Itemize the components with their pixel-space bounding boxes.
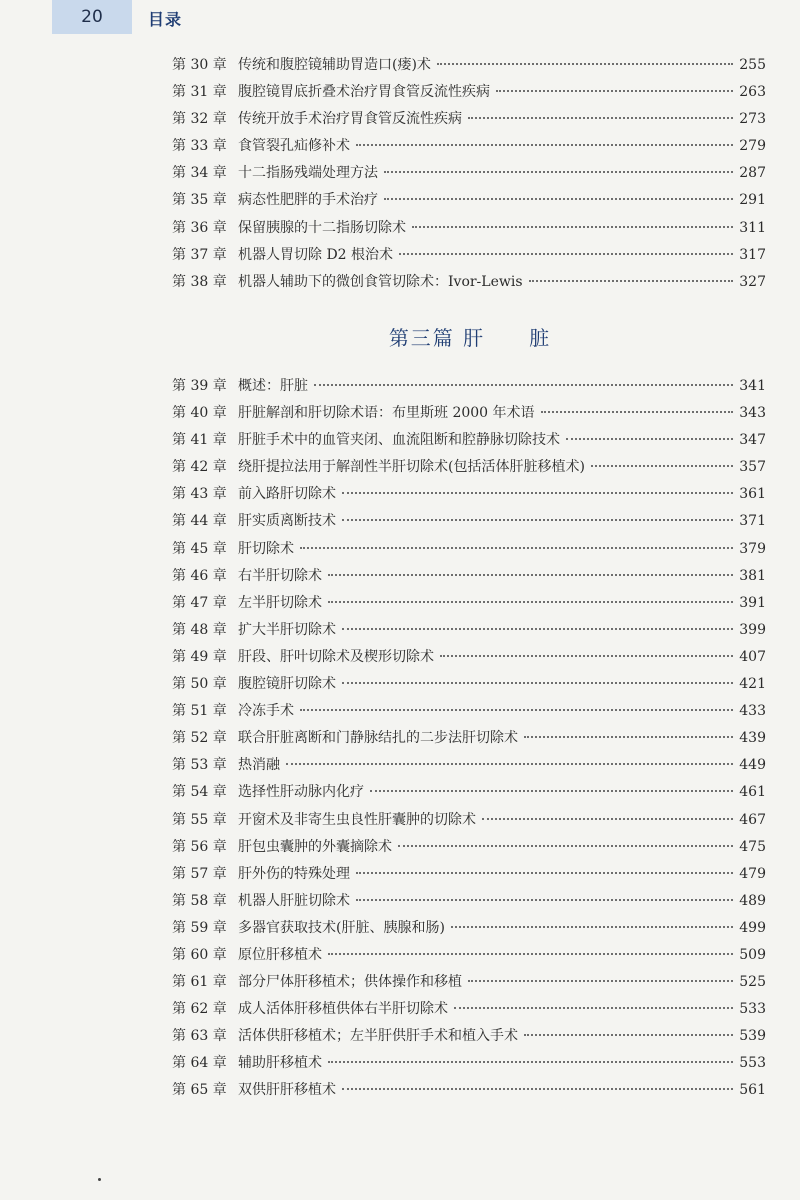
page-ref: 439 <box>739 730 766 747</box>
chapter-number: 第 61 章 <box>172 974 227 991</box>
toc-entry <box>172 779 766 806</box>
chapter-title: 传统开放手术治疗胃食管反流性疾病 <box>238 111 462 128</box>
chapter-number: 第 50 章 <box>172 676 227 693</box>
chapter-title: 绕肝提拉法用于解剖性半肝切除术(包括活体肝脏移植术) <box>238 459 585 476</box>
chapter-title: 机器人辅助下的微创食管切除术：Ivor-Lewis <box>238 273 523 290</box>
page-ref: 479 <box>739 865 766 882</box>
dot-leader <box>356 899 733 901</box>
page-ref: 525 <box>739 974 766 991</box>
dot-leader <box>300 547 733 549</box>
chapter-number: 第 53 章 <box>172 757 227 774</box>
toc-entry <box>172 536 766 563</box>
page-ref: 255 <box>739 57 766 73</box>
chapter-number: 第 33 章 <box>172 138 227 155</box>
chapter-title: 冷冻手术 <box>238 703 294 720</box>
dot-leader <box>529 280 734 282</box>
toc-entry <box>172 1077 766 1104</box>
chapter-title: 肝段、肝叶切除术及楔形切除术 <box>238 648 434 665</box>
chapter-title: 左半肝切除术 <box>238 594 322 611</box>
chapter-title: 机器人胃切除 D2 根治术 <box>238 246 394 263</box>
chapter-title: 腹腔镜肝切除术 <box>238 676 336 693</box>
dot-leader <box>398 845 733 847</box>
toc-entry <box>172 481 766 508</box>
toc-entry <box>172 508 766 535</box>
toc-entry <box>172 1050 766 1077</box>
chapter-title: 联合肝脏离断和门静脉结扎的二步法肝切除术 <box>238 730 518 747</box>
toc-entry <box>172 52 766 79</box>
page-ref: 341 <box>739 378 766 394</box>
dot-leader <box>399 253 733 255</box>
toc-entry <box>172 834 766 861</box>
toc-entry <box>172 996 766 1023</box>
toc-entry <box>172 969 766 996</box>
chapter-title: 多器官获取技术(肝脏、胰腺和肠) <box>238 919 445 936</box>
page-ref: 539 <box>739 1028 766 1045</box>
chapter-number: 第 36 章 <box>172 219 227 236</box>
chapter-number: 第 45 章 <box>172 540 227 557</box>
chapter-number: 第 49 章 <box>172 648 227 665</box>
chapter-number: 第 40 章 <box>172 405 227 422</box>
page-ref: 391 <box>739 594 766 611</box>
page-ref: 489 <box>739 892 766 909</box>
page-number: 20 <box>81 7 103 27</box>
toc-entry <box>172 160 766 187</box>
toc-entry <box>172 671 766 698</box>
toc-entry <box>172 269 766 296</box>
toc-entry <box>172 861 766 888</box>
toc-entry <box>172 454 766 481</box>
chapter-number: 第 59 章 <box>172 919 227 936</box>
toc-entry <box>172 79 766 106</box>
dot-leader <box>384 171 733 173</box>
toc-entry <box>172 617 766 644</box>
page-ref: 475 <box>739 838 766 855</box>
dot-leader <box>342 682 733 684</box>
chapter-number: 第 39 章 <box>172 378 227 394</box>
dot-leader <box>342 628 733 630</box>
dot-leader <box>451 926 733 928</box>
page-ref: 461 <box>739 784 766 801</box>
chapter-title: 病态性肥胖的手术治疗 <box>238 192 378 209</box>
dot-leader <box>356 872 733 874</box>
dot-leader <box>541 411 734 413</box>
toc-entry <box>172 373 766 400</box>
chapter-title: 肝包虫囊肿的外囊摘除术 <box>238 838 392 855</box>
dot-leader <box>591 465 733 467</box>
section-title: 目录 <box>148 10 183 29</box>
page-ref: 343 <box>739 405 766 422</box>
toc-entry <box>172 106 766 133</box>
toc-entry <box>172 563 766 590</box>
chapter-title: 食管裂孔疝修补术 <box>238 138 350 155</box>
toc-entry <box>172 187 766 214</box>
page-ref: 499 <box>739 919 766 936</box>
chapter-title: 肝脏解剖和肝切除术语：布里斯班 2000 年术语 <box>238 405 535 422</box>
toc-entry <box>172 133 766 160</box>
dot-leader <box>328 1061 733 1063</box>
dot-leader <box>328 574 733 576</box>
toc-entry <box>172 942 766 969</box>
page-ref: 433 <box>739 703 766 720</box>
toc-entry <box>172 915 766 942</box>
toc-entry <box>172 644 766 671</box>
dot-leader <box>370 790 733 792</box>
chapter-number: 第 51 章 <box>172 703 227 720</box>
dot-leader <box>342 492 733 494</box>
chapter-number: 第 31 章 <box>172 84 227 101</box>
dot-leader <box>286 763 733 765</box>
dot-leader <box>356 144 733 146</box>
page-ref: 561 <box>739 1082 766 1099</box>
dot-leader <box>342 519 733 521</box>
chapter-title: 热消融 <box>238 757 280 774</box>
dot-leader <box>314 384 733 386</box>
page-ref: 317 <box>739 246 766 263</box>
toc-entry <box>172 725 766 752</box>
toc-entry <box>172 752 766 779</box>
chapter-title: 选择性肝动脉内化疗 <box>238 784 364 801</box>
chapter-number: 第 41 章 <box>172 432 227 449</box>
chapter-number: 第 37 章 <box>172 246 227 263</box>
dot-leader <box>454 1007 733 1009</box>
chapter-title: 部分尸体肝移植术；供体操作和移植 <box>238 974 462 991</box>
page-ref: 381 <box>739 567 766 584</box>
dot-leader <box>328 601 733 603</box>
chapter-title: 开窗术及非寄生虫良性肝囊肿的切除术 <box>238 811 476 828</box>
dot-leader <box>524 1034 733 1036</box>
chapter-title: 肝实质离断技术 <box>238 513 336 530</box>
chapter-title: 扩大半肝切除术 <box>238 621 336 638</box>
page-ref: 379 <box>739 540 766 557</box>
chapter-title: 原位肝移植术 <box>238 946 322 963</box>
chapter-title: 概述：肝脏 <box>238 378 308 394</box>
page-ref: 287 <box>739 165 766 182</box>
page-ref: 327 <box>739 273 766 290</box>
chapter-number: 第 63 章 <box>172 1028 227 1045</box>
chapter-title: 传统和腹腔镜辅助胃造口(瘘)术 <box>238 57 431 73</box>
page-number-tab <box>52 0 132 34</box>
chapter-number: 第 38 章 <box>172 273 227 290</box>
page-ref: 553 <box>739 1055 766 1072</box>
print-speck <box>98 1178 101 1181</box>
chapter-number: 第 58 章 <box>172 892 227 909</box>
page-ref: 467 <box>739 811 766 828</box>
dot-leader <box>440 655 733 657</box>
chapter-number: 第 35 章 <box>172 192 227 209</box>
dot-leader <box>524 736 733 738</box>
toc-entry <box>172 427 766 454</box>
page-ref: 273 <box>739 111 766 128</box>
page-ref: 421 <box>739 676 766 693</box>
chapter-title: 辅助肝移植术 <box>238 1055 322 1072</box>
chapter-number: 第 47 章 <box>172 594 227 611</box>
chapter-number: 第 48 章 <box>172 621 227 638</box>
chapter-title: 成人活体肝移植供体右半肝切除术 <box>238 1001 448 1018</box>
page-ref: 263 <box>739 84 766 101</box>
toc-entry <box>172 888 766 915</box>
page-ref: 357 <box>739 459 766 476</box>
chapter-title: 腹腔镜胃底折叠术治疗胃食管反流性疾病 <box>238 84 490 101</box>
chapter-number: 第 42 章 <box>172 459 227 476</box>
dot-leader <box>342 1088 733 1090</box>
toc-list-part-two <box>172 52 766 296</box>
chapter-number: 第 60 章 <box>172 946 227 963</box>
chapter-title: 肝切除术 <box>238 540 294 557</box>
chapter-title: 肝脏手术中的血管夹闭、血流阻断和腔静脉切除技术 <box>238 432 560 449</box>
chapter-title: 十二指肠残端处理方法 <box>238 165 378 182</box>
page-ref: 371 <box>739 513 766 530</box>
page-ref: 361 <box>739 486 766 503</box>
page-ref: 533 <box>739 1001 766 1018</box>
dot-leader <box>384 198 733 200</box>
dot-leader <box>496 90 733 92</box>
toc-entry <box>172 400 766 427</box>
chapter-title: 保留胰腺的十二指肠切除术 <box>238 219 406 236</box>
toc-entry <box>172 807 766 834</box>
chapter-title: 双供肝肝移植术 <box>238 1082 336 1099</box>
chapter-number: 第 30 章 <box>172 57 227 73</box>
chapter-number: 第 54 章 <box>172 784 227 801</box>
chapter-number: 第 62 章 <box>172 1001 227 1018</box>
chapter-number: 第 65 章 <box>172 1082 227 1099</box>
dot-leader <box>412 226 733 228</box>
toc-list-part-three <box>172 373 766 1105</box>
dot-leader <box>328 953 733 955</box>
page-ref: 509 <box>739 946 766 963</box>
chapter-title: 肝外伤的特殊处理 <box>238 865 350 882</box>
chapter-number: 第 64 章 <box>172 1055 227 1072</box>
chapter-title: 右半肝切除术 <box>238 567 322 584</box>
toc-entry <box>172 590 766 617</box>
toc-entry <box>172 698 766 725</box>
toc-entry <box>172 242 766 269</box>
dot-leader <box>566 438 733 440</box>
toc-entry <box>172 215 766 242</box>
chapter-number: 第 43 章 <box>172 486 227 503</box>
chapter-number: 第 46 章 <box>172 567 227 584</box>
chapter-title: 活体供肝移植术；左半肝供肝手术和植入手术 <box>238 1028 518 1045</box>
page-ref: 449 <box>739 757 766 774</box>
dot-leader <box>300 709 733 711</box>
part-heading: 第三篇 肝 脏 <box>388 326 552 350</box>
chapter-number: 第 44 章 <box>172 513 227 530</box>
chapter-number: 第 57 章 <box>172 865 227 882</box>
dot-leader <box>468 980 733 982</box>
chapter-number: 第 55 章 <box>172 811 227 828</box>
page-ref: 279 <box>739 138 766 155</box>
dot-leader <box>468 117 733 119</box>
chapter-number: 第 34 章 <box>172 165 227 182</box>
page-ref: 311 <box>739 219 766 236</box>
dot-leader <box>482 818 733 820</box>
page-ref: 407 <box>739 648 766 665</box>
chapter-number: 第 52 章 <box>172 730 227 747</box>
dot-leader <box>437 63 733 65</box>
chapter-number: 第 56 章 <box>172 838 227 855</box>
chapter-title: 前入路肝切除术 <box>238 486 336 503</box>
page-ref: 399 <box>739 621 766 638</box>
page-ref: 291 <box>739 192 766 209</box>
toc-entry <box>172 1023 766 1050</box>
chapter-title: 机器人肝脏切除术 <box>238 892 350 909</box>
chapter-number: 第 32 章 <box>172 111 227 128</box>
page-ref: 347 <box>739 432 766 449</box>
